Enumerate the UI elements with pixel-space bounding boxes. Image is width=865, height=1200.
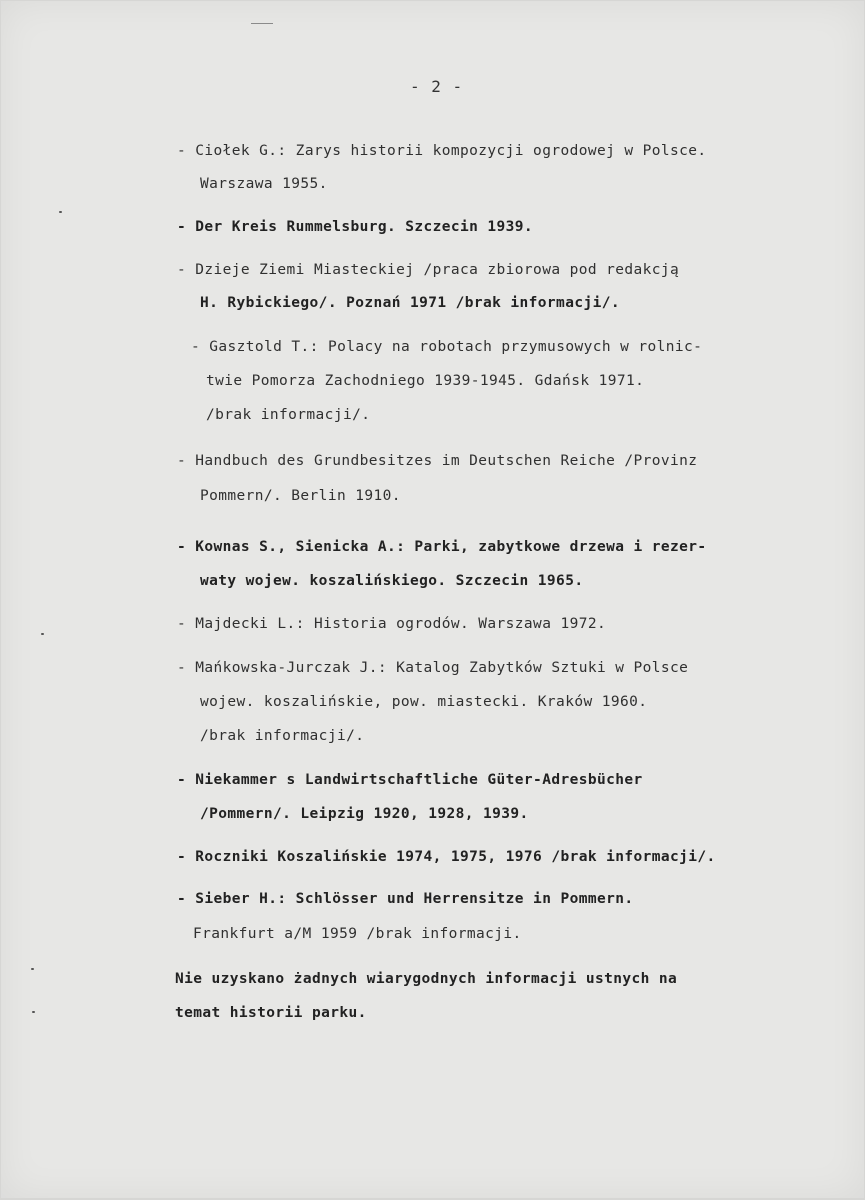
document-page [1, 1, 864, 1198]
bibliography-entry-line: - Dzieje Ziemi Miasteckiej /praca zbiorowa pod redakcją [177, 262, 680, 278]
margin-speck [59, 211, 62, 213]
bibliography-entry-line: /brak informacji/. [206, 407, 371, 423]
margin-speck [32, 1011, 35, 1013]
bibliography-entry-line: waty wojew. koszalińskiego. Szczecin 1965. [200, 573, 584, 589]
top-edge-mark [251, 23, 273, 24]
bibliography-entry-line: /brak informacji/. [200, 728, 365, 744]
bibliography-entry-line: wojew. koszalińskie, pow. miastecki. Kraków 1960. [200, 694, 648, 710]
margin-speck [41, 633, 44, 635]
bibliography-entry-line: /Pommern/. Leipzig 1920, 1928, 1939. [200, 806, 529, 822]
bibliography-entry-line: - Handbuch des Grundbesitzes im Deutschen Reiche /Provinz [177, 453, 698, 469]
bibliography-entry-line: twie Pomorza Zachodniego 1939-1945. Gdańsk 1971. [206, 373, 645, 389]
bibliography-entry-line: - Roczniki Koszalińskie 1974, 1975, 1976 /brak informacji/. [177, 849, 716, 865]
page-number: - 2 - [410, 77, 464, 96]
bibliography-entry-line: Frankfurt a/M 1959 /brak informacji. [193, 926, 522, 942]
bibliography-entry-line: - Niekammer s Landwirtschaftliche Güter-Adresbücher [177, 772, 643, 788]
bibliography-entry-line: - Der Kreis Rummelsburg. Szczecin 1939. [177, 219, 534, 235]
bibliography-entry-line: Pommern/. Berlin 1910. [200, 488, 401, 504]
bibliography-entry-line: - Sieber H.: Schlösser und Herrensitze in Pommern. [177, 891, 634, 907]
bibliography-entry-line: - Ciołek G.: Zarys historii kompozycji ogrodowej w Polsce. [177, 143, 707, 159]
bibliography-entry-line: - Kownas S., Sienicka A.: Parki, zabytkowe drzewa i rezer- [177, 539, 707, 555]
bibliography-entry-line: H. Rybickiego/. Poznań 1971 /brak informacji/. [200, 295, 620, 311]
bibliography-entry-line: - Majdecki L.: Historia ogrodów. Warszawa 1972. [177, 616, 607, 632]
bibliography-entry-line: - Gasztold T.: Polacy na robotach przymusowych w rolnic- [191, 339, 703, 355]
closing-note-line: Nie uzyskano żadnych wiarygodnych informacji ustnych na [175, 971, 678, 987]
margin-speck [31, 968, 34, 970]
closing-note-line: temat historii parku. [175, 1005, 367, 1021]
bibliography-entry-line: - Mańkowska-Jurczak J.: Katalog Zabytków Sztuki w Polsce [177, 660, 689, 676]
bibliography-entry-line: Warszawa 1955. [200, 176, 328, 192]
